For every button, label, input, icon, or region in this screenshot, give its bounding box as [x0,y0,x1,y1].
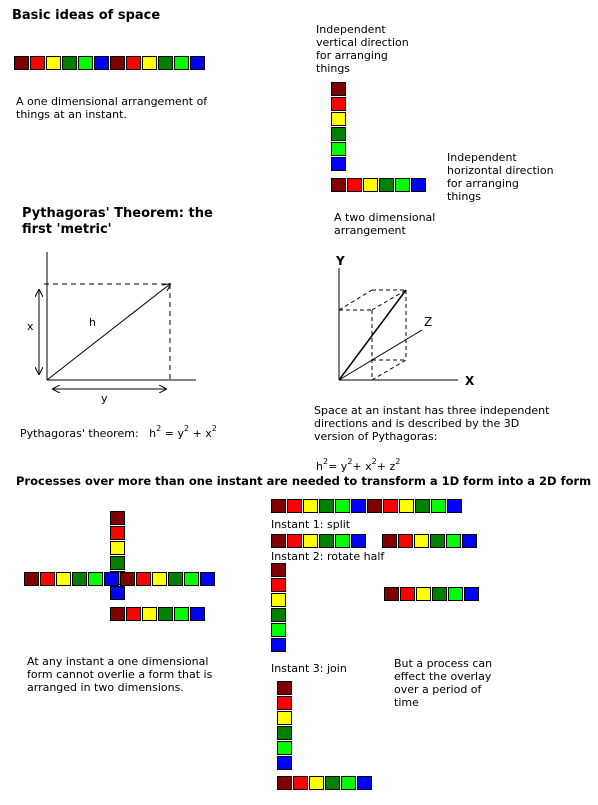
caption-vertical-line-4: things [316,62,351,75]
color-block [104,572,119,586]
color-block [277,711,292,725]
color-block [120,572,135,586]
color-block [24,572,39,586]
color-block [88,572,103,586]
box-edge [372,360,406,380]
color-block [462,534,477,548]
instant-1-strip [271,499,463,513]
color-block [293,776,308,790]
color-block [277,756,292,770]
caption-horizontal-line-1: Independent [447,151,517,164]
caption-3d-line-2: directions and is described by the 3D [314,417,520,430]
color-block [287,534,302,548]
color-block [158,607,173,621]
color-block [277,726,292,740]
color-block [335,534,350,548]
label-y: y [101,392,108,405]
color-block [271,608,286,622]
instant-2-rotated-strip [271,563,286,653]
color-block [448,587,463,601]
color-block [319,534,334,548]
color-block [271,578,286,592]
pythagoras-3d-diagram [339,268,458,380]
caption-process-line-2: effect the overlay [394,670,492,683]
color-block [464,587,479,601]
color-block [110,541,125,555]
color-block [271,623,286,637]
color-block [367,499,382,513]
label-x: x [27,320,34,333]
formula-exp: 2 [156,424,162,433]
color-block [303,499,318,513]
formula-exp: 2 [347,457,353,466]
color-block [335,499,350,513]
color-block [126,607,141,621]
caption-overlie-line-2: form cannot overlie a form that is [27,668,213,681]
color-block [271,534,286,548]
color-block [277,681,292,695]
formula-eq: = [164,427,174,440]
color-block [430,534,445,548]
color-block [110,511,125,525]
instant-2-right-strip [382,534,478,548]
color-block [400,587,415,601]
section-title-processes: Processes over more than one instant are needed to transform a 1D form into a 2D form [16,474,592,488]
caption-2d-line-1: A two dimensional [334,211,436,224]
section-title-basic-ideas: Basic ideas of space [12,8,161,23]
theorem-prefix: Pythagoras' theorem: [20,427,139,440]
hypotenuse-arrow [47,284,170,380]
caption-vertical-line-1: Independent [316,23,386,36]
color-block [271,638,286,652]
instant-3-horizontal-strip [277,776,373,790]
color-block [447,499,462,513]
instant-3-vertical-strip [277,681,292,771]
box-edge [372,290,406,310]
color-block [287,499,302,513]
color-block [200,572,215,586]
instant-2-left-strip [271,534,367,548]
caption-process-line-4: time [394,696,419,709]
caption-vertical-line-2: vertical direction [316,36,409,49]
color-block [351,534,366,548]
caption-2d-line-2: arrangement [334,224,406,237]
color-block [190,607,205,621]
caption-process-line-3: over a period of [394,683,482,696]
color-block [319,499,334,513]
pythagoras-2d-formula [20,422,217,440]
caption-horizontal-line-2: horizontal direction [447,164,554,177]
color-block [341,776,356,790]
formula-y: y [177,427,184,440]
color-block [168,572,183,586]
axis-label-z: Z [424,315,433,329]
formula-h: h [316,460,323,473]
color-block [431,499,446,513]
caption-horizontal-line-4: things [447,190,482,203]
caption-vertical-line-3: for arranging [316,49,388,62]
formula-exp: 2 [322,457,329,466]
pythagoras-3d-formula [316,455,400,473]
color-block [383,499,398,513]
overlie-bottom-strip [110,607,206,621]
caption-3d-line-3: version of Pythagoras: [314,430,438,443]
caption-3d-line-1: Space at an instant has three independent [314,404,550,417]
axis-label-y: Y [336,254,345,268]
color-block [40,572,55,586]
caption-1d-line-1: A one dimensional arrangement of [16,95,208,108]
color-block [309,776,324,790]
color-block [142,607,157,621]
formula-z: z [389,460,396,473]
color-block [277,776,292,790]
color-block [414,534,429,548]
caption-overlie-line-1: At any instant a one dimensional [27,655,209,668]
label-h: h [89,316,96,329]
caption-overlie-line-3: arranged in two dimensions. [27,681,184,694]
instant-1-label: Instant 1: split [271,518,351,531]
color-block [303,534,318,548]
formula-x: x [205,427,212,440]
color-block [416,587,431,601]
color-block [277,741,292,755]
overlie-vertical-strip [110,511,125,601]
color-block [271,563,286,577]
caption-process-line-1: But a process can [394,657,493,670]
color-block [446,534,461,548]
formula-exp: 2 [371,457,377,466]
formula-plus: + [376,460,386,473]
formula-exp: 2 [395,457,401,466]
color-block [432,587,447,601]
color-block [384,587,399,601]
section-title-pythagoras-2: first 'metric' [22,222,112,237]
caption-horizontal-line-3: for arranging [447,177,519,190]
section-title-pythagoras-1: Pythagoras' Theorem: the [22,206,213,221]
color-block [271,499,286,513]
color-block [382,534,397,548]
caption-1d-line-2: things at an instant. [16,108,127,121]
color-block [399,499,414,513]
formula-exp: 2 [183,424,190,433]
color-block [110,586,125,600]
color-block [357,776,372,790]
formula-eq: = [328,460,338,473]
color-block [110,607,125,621]
instant-2-moved-strip [384,587,480,601]
formula-y: y [340,460,348,473]
color-block [56,572,71,586]
instant-3-label: Instant 3: join [271,662,347,675]
color-block [415,499,430,513]
color-block [398,534,413,548]
formula-plus: + [192,427,202,440]
color-block [152,572,167,586]
color-block [325,776,340,790]
color-block [184,572,199,586]
color-block [110,556,125,570]
color-block [110,526,125,540]
axis-label-x: X [465,374,475,388]
color-block [271,593,286,607]
color-block [136,572,151,586]
z-axis-line [339,330,422,380]
formula-h: h [149,427,157,440]
instant-2-label: Instant 2: rotate half [271,550,385,563]
color-block [174,607,189,621]
overlie-horizontal-strip [24,572,216,586]
color-block [277,696,292,710]
color-block [351,499,366,513]
box-edge [339,290,372,310]
formula-plus: + [352,460,362,473]
formula-x: x [365,460,372,473]
color-block [72,572,87,586]
formula-exp: 2 [211,424,217,433]
